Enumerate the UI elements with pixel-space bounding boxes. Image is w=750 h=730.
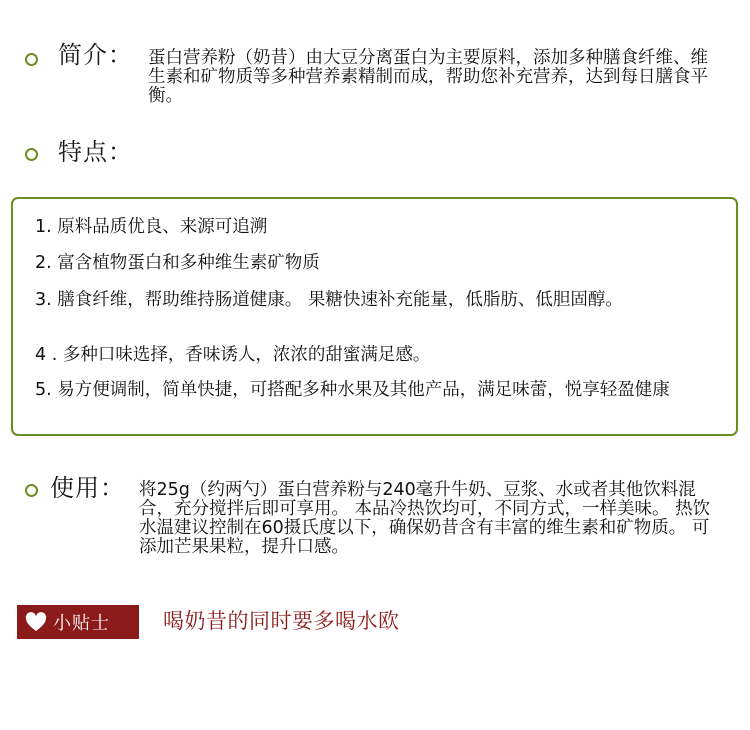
feature-item-3: 3. 膳食纤维，帮助维持肠道健康。 果糖快速补充能量，低脂肪、低胆固醇。: [35, 290, 623, 310]
usage-heading: 使用：: [50, 474, 125, 502]
usage-text: 将25g（约两勺）蛋白营养粉与240毫升牛奶、豆浆、水或者其他饮料混合，充分搅拌后即可享用。 本品冷热饮均可，不同方式，一样美味。 热饮水温建议控制在60摄氏度以下，确保奶昔含有丰富的维生素和矿物质。 可添加芒果果粒，提升口感。: [139, 480, 711, 557]
feature-item-2: 2. 富含植物蛋白和多种维生素矿物质: [35, 253, 320, 273]
feature-item-4: 4 . 多种口味选择，香味诱人，浓浓的甜蜜满足感。: [35, 345, 431, 365]
tip-label: 小贴士: [53, 613, 110, 634]
intro-text: 蛋白营养粉（奶昔）由大豆分离蛋白为主要原料，添加多种膳食纤维、维生素和矿物质等多种营养素精制而成，帮助您补充营养，达到每日膳食平衡。: [148, 48, 708, 106]
features-box: [11, 197, 738, 436]
features-heading: 特点：: [58, 138, 133, 166]
heart-icon: [25, 612, 47, 632]
features-bullet-icon: [25, 148, 38, 161]
feature-item-5: 5. 易方便调制，简单快捷，可搭配多种水果及其他产品，满足味蕾，悦享轻盈健康: [35, 380, 670, 400]
tip-badge: [17, 605, 139, 639]
feature-item-1: 1. 原料品质优良、来源可追溯: [35, 217, 268, 237]
intro-heading: 简介：: [58, 41, 133, 69]
usage-bullet-icon: [25, 484, 38, 497]
intro-bullet-icon: [25, 53, 38, 66]
tip-text: 喝奶昔的同时要多喝水欧: [163, 609, 400, 633]
